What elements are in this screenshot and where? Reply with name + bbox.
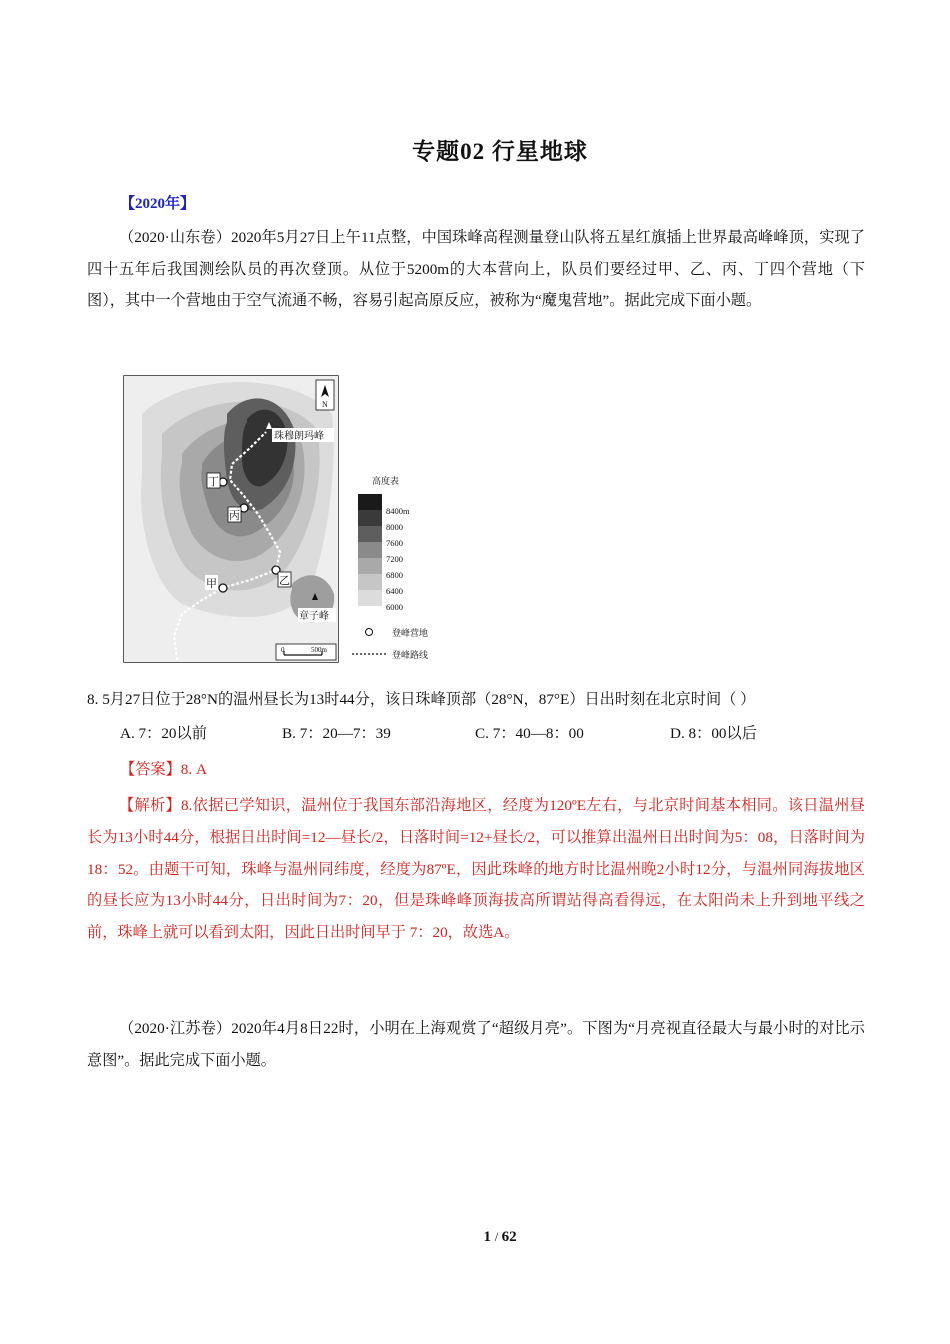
page-current: 1 [483, 1229, 491, 1245]
legend-value-0: 8400m [386, 506, 410, 516]
next-question-intro: （2020·江苏卷）2020年4月8日22时，小明在上海观赏了“超级月亮”。下图为“月亮视直径最大与最小时的对比示意图”。据此完成下面小题。 [87, 1020, 865, 1069]
legend-value-5: 6400 [386, 586, 403, 596]
legend-value-3: 7200 [386, 554, 403, 564]
second-peak-label: 章子峰 [299, 611, 329, 622]
camp-yi-label: 乙 [279, 575, 290, 587]
option-d: D. 8：00以后 [670, 725, 757, 742]
legend-value-1: 8000 [386, 522, 403, 532]
analysis-paragraph: 【解析】8.依据已学知识，温州位于我国东部沿海地区，经度为120ºE左右，与北京时间基本相同。该日温州昼长为13小时44分，根据日出时间=12—昼长/2，日落时间=12+昼长/2，可以推算出温州日出时间为5：08，日落时间为18：52。由题干可知，珠峰与温州同纬度，经度为87ºE，因此珠峰的地方时比温州晚2小时12分，与温州同海拔地区的昼长应为13小时44分，日出时间为7：20，但是珠峰峰顶海拔高所谓站得高看得远，在太阳尚未上升到地平线之前，珠峰上就可以看到太阳，因此日出时间早于 7：20，故选A。 [87, 797, 865, 942]
question-8-stem: 8. 5月27日位于28°N的温州昼长为13时44分，该日珠峰顶部（28°N，87°E）日出时刻在北京时间（ ） [87, 691, 756, 708]
question-intro-paragraph: （2020·山东卷）2020年5月27日上午11点整，中国珠峰高程测量登山队将五星红旗插上世界最高峰峰顶，实现了四十五年后我国测绘队员的再次登顶。从位于5200m的大本营向上，队员们要经过甲、乙、丙、丁四个营地（下图），其中一个营地由于空气流通不畅，容易引起高原反应，被称为“魔鬼营地”。据此完成下面小题。 [87, 229, 865, 309]
everest-route-map [122, 374, 452, 666]
page-total: 62 [501, 1229, 517, 1245]
legend-camp-icon [366, 629, 373, 636]
legend-value-2: 7600 [386, 538, 403, 548]
year-tag: 【2020年】 [120, 196, 196, 212]
scale-end: 500m [311, 646, 327, 654]
legend-route-label: 登峰路线 [392, 650, 429, 660]
camp-ding-label: 丁 [208, 476, 219, 488]
option-b: B. 7：20—7：39 [282, 725, 391, 742]
legend-camp-label: 登峰营地 [392, 628, 429, 638]
north-label: N [322, 400, 328, 409]
answer-line: 【答案】8. A [120, 761, 207, 778]
camp-jia-label: 甲 [206, 578, 217, 590]
option-a: A. 7：20以前 [120, 725, 207, 742]
scale-bar-box [276, 644, 336, 660]
legend-title: 高度表 [372, 476, 400, 486]
camp-jia-marker [219, 584, 227, 592]
option-c: C. 7：40—8：00 [475, 725, 584, 742]
legend-value-6: 6000 [386, 602, 403, 612]
camp-bing-label: 丙 [229, 510, 240, 522]
page-number: 1 / 62 [483, 1229, 517, 1245]
scale-start: 0 [281, 646, 285, 654]
peak-label: 珠穆朗玛峰 [274, 431, 324, 442]
page-title: 专题02 行星地球 [412, 139, 588, 164]
legend-value-4: 6800 [386, 570, 403, 580]
